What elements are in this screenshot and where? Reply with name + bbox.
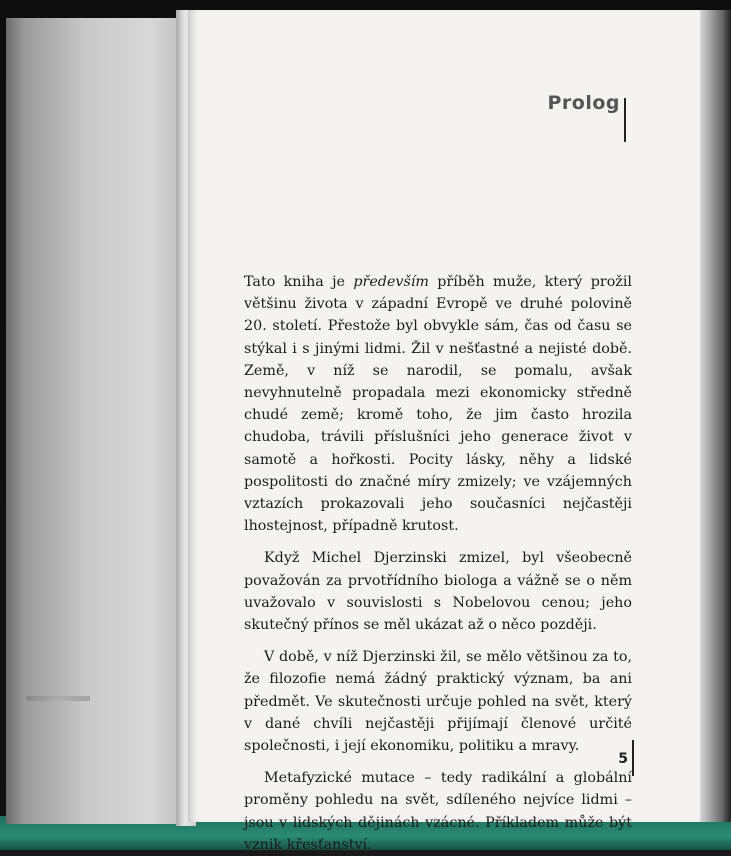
chapter-rule — [624, 98, 626, 142]
left-page-mark — [26, 696, 90, 701]
page-edge-shadow — [700, 10, 731, 822]
paragraph-text: příběh muže, který prožil většinu života v západní Evropě ve druhé polovině 20. století. Přestože byl obvykle sám, čas od času se stýkal i s jinými lidmi. Žil v nešťastné a nejisté době. Země, v níž se narodil, se pomalu, avšak nevyhnutelně propadala mezi ekonomicky středně chudé země; kromě toho, že jim často hrozila chudoba, trávili příslušníci jeho generace život v samotě a hořkosti. Pocity lásky, něhy a lidské pospolitosti do značné míry zmizely; ve vzájemných vztazích prokazovali jeho současníci nejčastěji lhostejnost, případně krutost. — [244, 274, 632, 535]
paragraph-text: V době, v níž Djerzinski žil, se mělo většinou za to, že filozofie nemá žádný praktický význam, ba ani předmět. Ve skutečnosti určuje pohled na svět, který v dané chvíli nejčastěji přijímají členové určité společnosti, i její ekonomiku, politiku a mravy. — [244, 649, 632, 755]
paragraph-text: Metafyzické mutace – tedy radikální a globální proměny pohledu na svět, sdíleného nejvíce lidmi – jsou v lidských dějinách vzácné. Příkladem může být vznik křesťanství. — [244, 770, 632, 853]
left-page — [6, 18, 186, 824]
paragraph — [244, 271, 632, 537]
paragraph-text: Když Michel Djerzinski zmizel, byl všeobecně považován za prvotřídního biologa a vážně se o něm uvažovalo v souvislosti s Nobelovou cenou; jeho skutečný přínos se měl ukázat až o něco později. — [244, 550, 632, 634]
chapter-title: Prolog — [547, 92, 620, 114]
page-number-rule — [632, 740, 634, 776]
body-text — [244, 271, 632, 856]
paragraph — [244, 547, 632, 636]
emphasis-text: především — [353, 274, 429, 290]
page-number: 5 — [618, 751, 628, 767]
paragraph-text: Tato kniha je — [244, 274, 354, 290]
paragraph — [244, 767, 632, 856]
paragraph — [244, 646, 632, 757]
